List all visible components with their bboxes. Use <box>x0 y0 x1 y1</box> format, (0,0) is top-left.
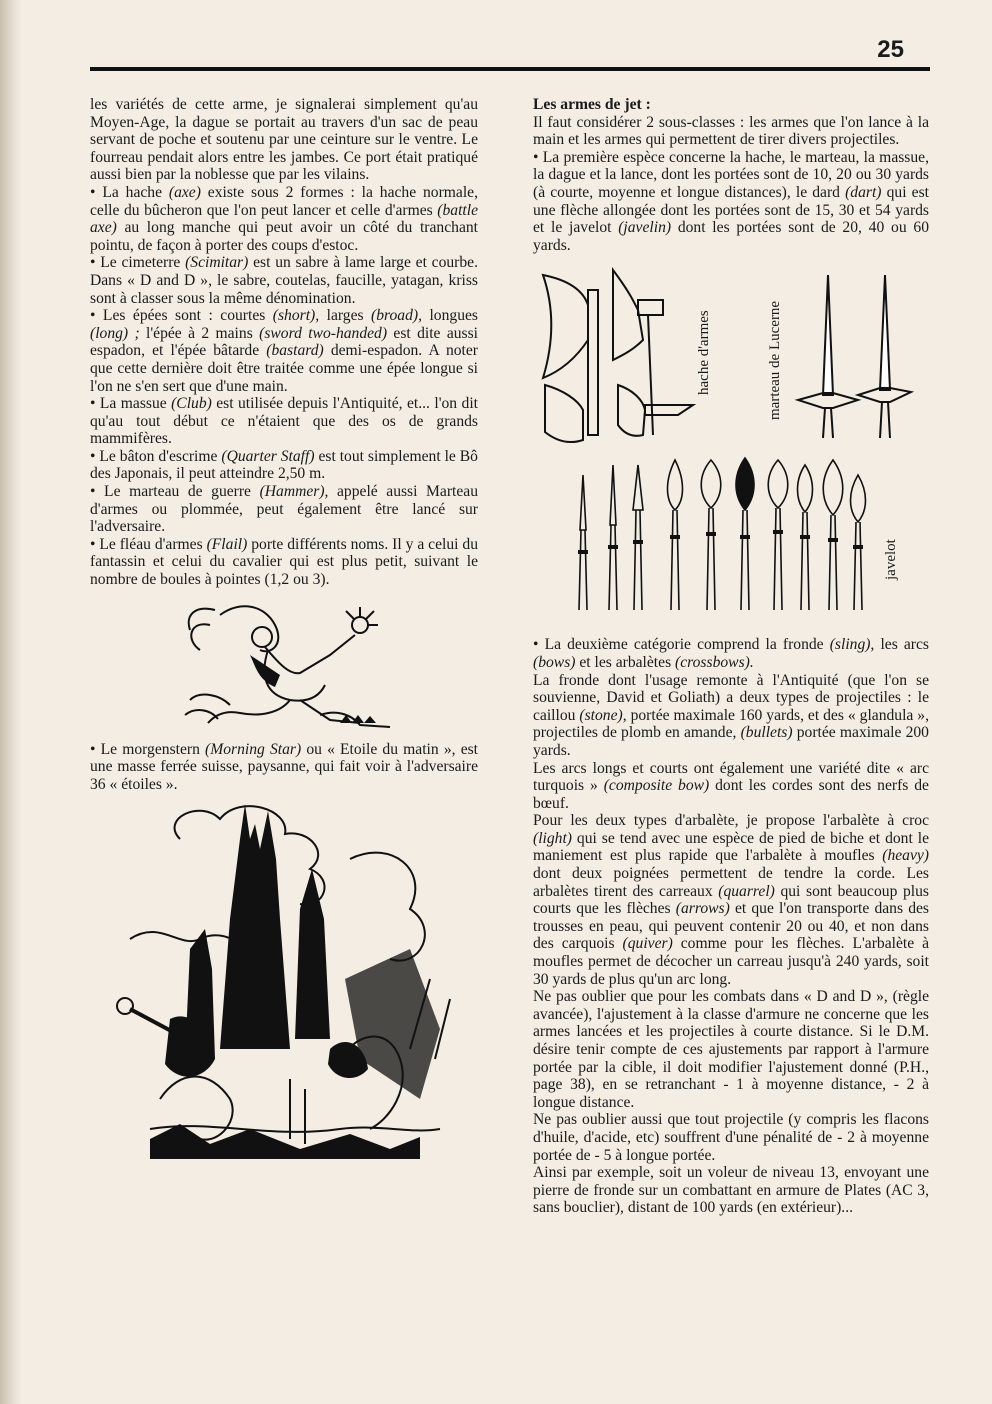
paragraph-second-category: • La deuxième catégorie comprend la fronde (sling), les arcs (bows) et les arbalètes (crossbows). <box>533 636 929 671</box>
section-title: Les armes de jet : <box>533 96 651 113</box>
paragraph-example: Ainsi par exemple, soit un voleur de niveau 13, envoyant une pierre de fronde sur un combattant en armure de Plates (AC 3, sans bouclier), distant de 100 yards (en extérieur)... <box>533 1164 929 1217</box>
caption-battle-axe: hache d'armes <box>696 310 712 396</box>
paragraph-dagger: les variétés de cette arme, je signalerai simplement qu'au Moyen-Age, la dague se portait au travers d'un sac de peau servant de poche et soutenu par une ceinture sur le ventre. Le fourreau pendait alors entre les jambes. Ce port était pratiqué aussi bien par la noblesse que par les vilains. <box>90 96 478 184</box>
paragraph-subclasses: Il faut considérer 2 sous-classes : les armes que l'on lance à la main et les armes qui permettent de tirer divers projectiles. <box>533 113 929 149</box>
caption-lucerne-hammer: marteau de Lucerne <box>767 301 783 421</box>
paragraph-flail: • Le fléau d'armes (Flail) porte différents noms. Il y a celui du fantassin et celui du cavalier qui est plus petit, suivant le nombre de boules à pointes (1,2 ou 3). <box>90 535 478 589</box>
paragraph-quarter-staff: • Le bâton d'escrime (Quarter Staff) est tout simplement le Bô des Japonais, il peut atteindre 2,50 m. <box>90 447 478 483</box>
paragraph-swords: • Les épées sont : courtes (short), larges (broad), longues (long) ; l'épée à 2 mains (sword two-handed) est dite aussi espadon, et l'épée bâtarde (bastard) demi-espadon. A noter que cette dernière doit être traitée comme une épée longue si l'on ne s'en sert que d'une main. <box>90 307 479 395</box>
page-number: 25 <box>877 36 904 63</box>
weapons-plate-illustration <box>533 260 929 630</box>
castle-battle-illustration <box>90 799 478 1169</box>
paragraph-hammer: • Le marteau de guerre (Hammer), appelé aussi Marteau d'armes ou plommée, peut également être lancé sur l'adversaire. <box>90 483 478 536</box>
caption-javelin: javelot <box>883 539 899 581</box>
page-spine-shadow <box>0 0 22 1404</box>
paragraph-armor-adjustment: Ne pas oublier que pour les combats dans « D and D », (règle avancée), l'ajustement à la classe d'armure ne concerne que les armes lancées et les projectiles à courte distance. Si le D.M. désire tenir compte de ces ajustements par rapport à l'armure portée par la cible, il doit modifier l'ajustement donné (P.H., page 38), en se retranchant - 1 à moyenne distance, - 2 à longue distance. <box>533 988 929 1111</box>
paragraph-sling: La fronde dont l'usage remonte à l'Antiquité (que l'on se souvienne, David et Goliath) a deux types de projectiles : le caillou (stone), portée maximale 160 yards, et des « glandula », projectiles de plomb en amande, (bullets) portée maximale 200 yards. <box>533 671 929 759</box>
paragraph-club: • La massue (Club) est utilisée depuis l'Antiquité, et... l'on dit qu'au tout début ce n'étaient que des os de grands mammifères. <box>90 395 478 448</box>
left-column <box>90 96 478 1175</box>
warrior-woman-illustration <box>90 595 478 735</box>
paragraph-axe: • La hache (axe) existe sous 2 formes : la hache normale, celle du bûcheron que l'on peut lancer et celle d'armes (battle axe) au long manche qui peut avoir un côté du tranchant pointu, de façon à porter des coups d'estoc. <box>90 183 478 254</box>
right-column <box>533 96 929 1217</box>
paragraph-scimitar: • Le cimeterre (Scimitar) est un sabre à lame large et courbe. Dans « D and D », le sabre, coutelas, faucille, yatagan, kriss sont à classer sous la même dénomination. <box>90 254 478 307</box>
header-rule <box>90 67 930 71</box>
paragraph-hand-thrown: • La première espèce concerne la hache, le marteau, la massue, la dague et la lance, dont les portées sont de 10, 20 ou 30 yards (à courte, moyenne et longue distances), le dard (dart) qui est une flèche allongée dont les portées sont de 15, 30 et 54 yards et le javelot (javelin) dont les portées sont de 20, 40 ou 60 yards. <box>533 148 929 254</box>
paragraph-bows: Les arcs longs et courts ont également une variété dite « arc turquois » (composite bow) dont les cordes sont des nerfs de bœuf. <box>533 759 929 812</box>
paragraph-crossbows: Pour les deux types d'arbalète, je propose l'arbalète à croc (light) qui se tend avec une espèce de pied de biche et dont le maniement est plus rapide que l'arbalète à moufles (heavy) dont deux poignées permettent de tendre la corde. Les arbalètes tirent des carreaux (quarrel) qui sont beaucoup plus courts que les flèches (arrows) et que l'on transporte dans des trousses en peau, qui peuvent contenir 20 ou 40, et non dans des carquois (quiver) comme pour les flèches. L'arbalète à moufles permet de décocher un carreau jusqu'à 240 yards, soit 30 yards de plus qu'un arc long. <box>533 812 929 988</box>
paragraph-projectile-penalty: Ne pas oublier aussi que tout projectile (y compris les flacons d'huile, d'acide, etc) souffrent d'une pénalité de - 2 à moyenne portée de - 5 à longue portée. <box>533 1111 929 1164</box>
paragraph-morning-star: • Le morgenstern (Morning Star) ou « Etoile du matin », est une masse ferrée suisse, paysanne, qui fait voir à l'adversaire 36 « étoiles ». <box>90 740 479 793</box>
